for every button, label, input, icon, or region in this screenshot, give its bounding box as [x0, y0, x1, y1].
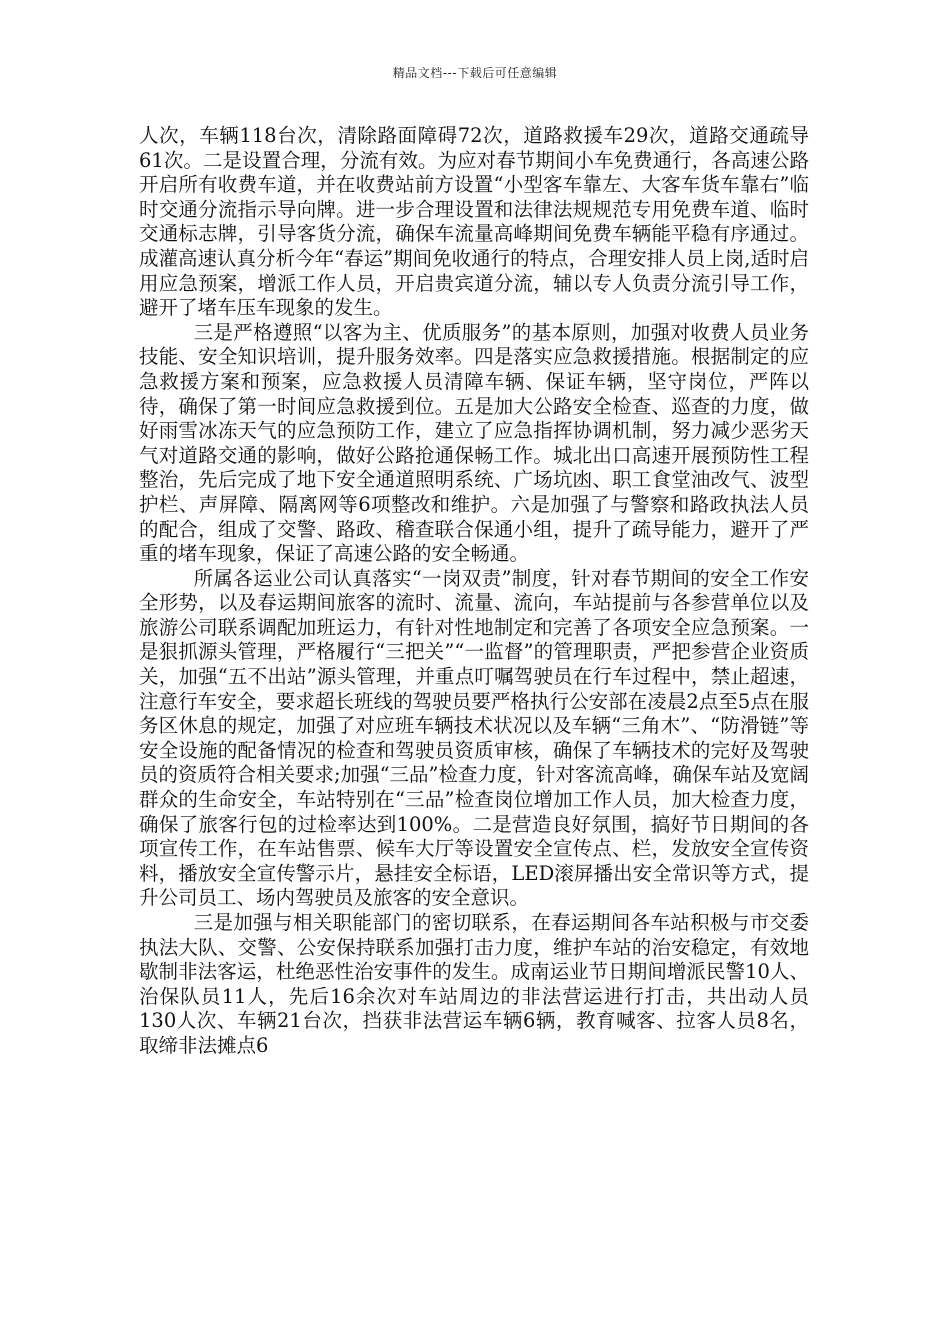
paragraph-1: 人次，车辆118台次，清除路面障碍72次，道路救援车29次，道路交通疏导61次。二是设置合理，分流有效。为应对春节期间小车免费通行，各高速公路开启所有收费车道，并在收费站前方设置“小型客车靠左、大客车货车靠右”临时交通分流指示导向牌。进一步合理设置和法律法规规范专用免费车道、临时交通标志牌，引导客货分流，确保车流量高峰期间免费车辆能平稳有序通过。成灌高速认真分析今年“春运”期间免收通行的特点，合理安排人员上岗,适时启用应急预案，增派工作人员，开启贵宾道分流，辅以专人负责分流引导工作，避开了堵车压车现象的发生。: [139, 124, 809, 320]
paragraph-3: 所属各运业公司认真落实“一岗双责”制度，针对春节期间的安全工作安全形势，以及春运期间旅客的流时、流量、流向，车站提前与各参营单位以及旅游公司联系调配加班运力，有针对性地制定和完善了各项安全应急预案。一是狠抓源头管理，严格履行“三把关”“一监督”的管理职责，严把参营企业资质关，加强“五不出站”源头管理，并重点叮嘱驾驶员在行车过程中，禁止超速，注意行车安全，要求超长班线的驾驶员要严格执行公安部在凌晨2点至5点在服务区休息的规定，加强了对应班车辆技术状况以及车辆“三角木”、“防滑链”等安全设施的配备情况的检查和驾驶员资质审核，确保了车辆技术的完好及驾驶员的资质符合相关要求;加强“三品”检查力度，针对客流高峰，确保车站及宽阔群众的生命安全，车站特别在“三品”检查岗位增加工作人员，加大检查力度，确保了旅客行包的过检率达到100%。二是营造良好氛围，搞好节日期间的各项宣传工作，在车站售票、候车大厅等设置安全宣传点、栏，发放安全宣传资料，播放安全宣传警示片，悬挂安全标语，LED滚屏播出安全常识等方式，提升公司员工、场内驾驶员及旅客的安全意识。: [139, 566, 810, 910]
paragraph-2: 三是严格遵照“以客为主、优质服务”的基本原则，加强对收费人员业务技能、安全知识培训，提升服务效率。四是落实应急救援措施。根据制定的应急救援方案和预案，应急救援人员清障车辆、保证车辆，坚守岗位，严阵以待，确保了第一时间应急救援到位。五是加大公路安全检查、巡查的力度，做好雨雪冰冻天气的应急预防工作，建立了应急指挥协调机制，努力减少恶劣天气对道路交通的影响，做好公路抢通保畅工作。城北出口高速开展预防性工程整治，先后完成了地下安全通道照明系统、广场坑凼、职工食堂油改气、波型护栏、声屏障、隔离网等6项整改和维护。六是加强了与警察和路政执法人员的配合，组成了交警、路政、稽查联合保通小组，提升了疏导能力，避开了严重的堵车现象，保证了高速公路的安全畅通。: [139, 320, 809, 566]
page-header: 精品文档---下载后可任意编辑: [392, 66, 558, 80]
paragraph-4: 三是加强与相关职能部门的密切联系，在春运期间各车站积极与市交委执法大队、交警、公安保持联系加强打击力度，维护车站的治安稳定，有效地歇制非法客运，杜绝恶性治安事件的发生。成南运业节日期间增派民警10人、治保队员11人，先后16余次对车站周边的非法营运进行打击，共出动人员130人次、车辆21台次，挡获非法营运车辆6辆，教育喊客、拉客人员8名，取缔非法摊点6: [139, 911, 809, 1057]
document-body: [139, 124, 809, 1059]
